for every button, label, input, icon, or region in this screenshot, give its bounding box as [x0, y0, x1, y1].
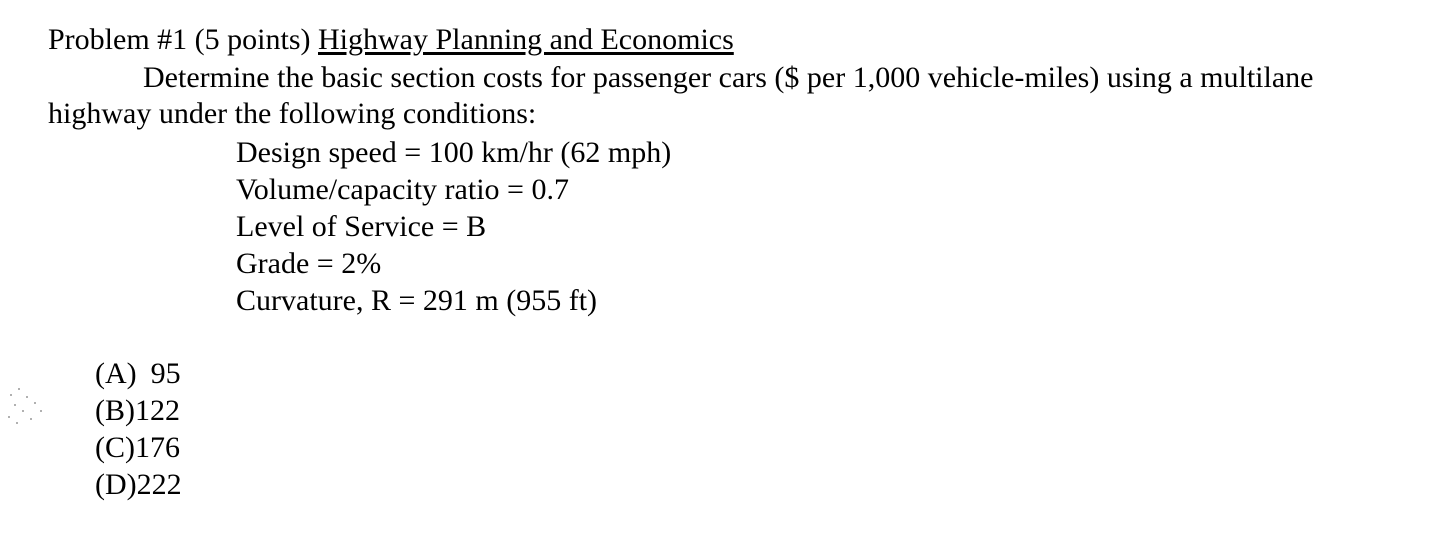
problem-intro-line1: Determine the basic section costs for passenger cars ($ per 1,000 vehicle-miles) using a multilane	[143, 61, 1314, 94]
choice-c[interactable]	[95, 429, 182, 466]
condition-volume-capacity: Volume/capacity ratio = 0.7	[236, 173, 569, 206]
condition-design-speed: Design speed = 100 km/hr (62 mph)	[236, 136, 672, 169]
problem-header	[48, 22, 734, 58]
problem-intro-line2: highway under the following conditions:	[48, 97, 537, 130]
problem-points: (5 points)	[194, 23, 311, 56]
problem-number: Problem #1	[48, 23, 188, 56]
condition-grade: Grade = 2%	[236, 247, 382, 280]
choice-value: 122	[135, 394, 180, 427]
choice-a[interactable]	[95, 355, 182, 392]
choice-d[interactable]	[95, 466, 182, 503]
choice-value: 176	[135, 431, 180, 464]
choice-value: 222	[136, 468, 182, 501]
conditions-list	[236, 134, 671, 319]
choice-letter: (A)	[95, 357, 137, 390]
condition-level-of-service: Level of Service = B	[236, 210, 487, 243]
choice-value: 95	[150, 357, 181, 390]
choice-letter: (D)	[95, 468, 137, 501]
choice-letter: (C)	[95, 431, 135, 464]
answer-choices	[95, 355, 182, 503]
choice-b[interactable]	[95, 392, 182, 429]
condition-curvature: Curvature, R = 291 m (955 ft)	[236, 284, 598, 317]
scan-speckle-decoration	[4, 384, 48, 428]
problem-topic: Highway Planning and Economics	[318, 23, 734, 56]
choice-letter: (B)	[95, 394, 135, 427]
